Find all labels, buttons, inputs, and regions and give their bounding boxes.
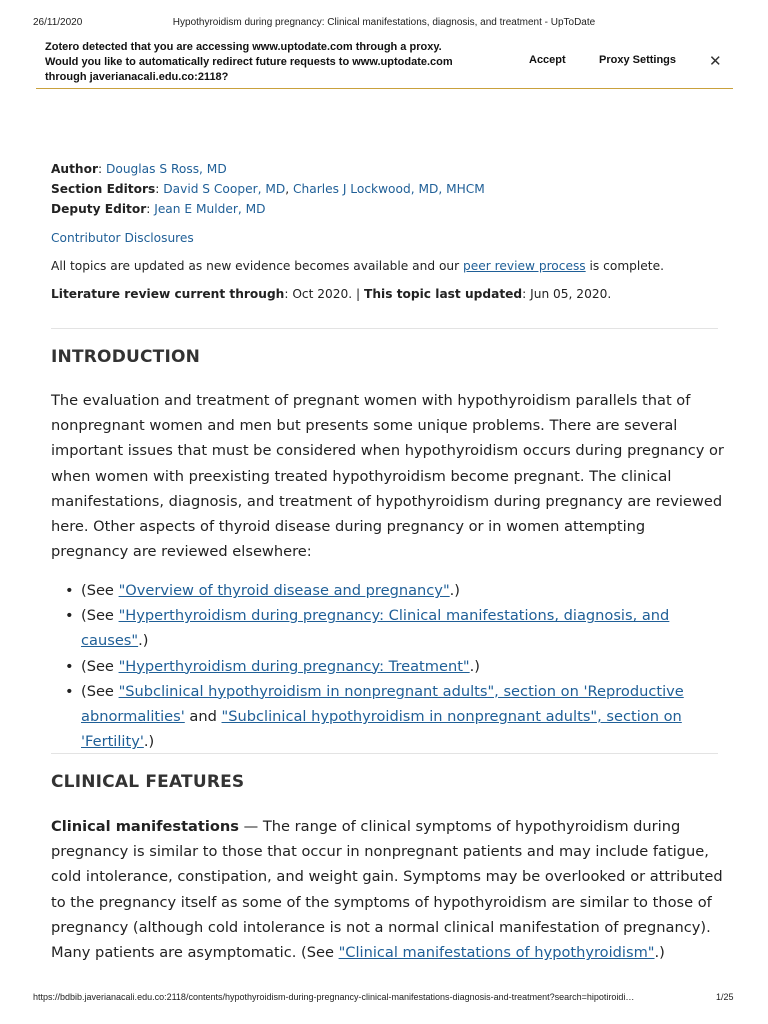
list-item [51, 654, 726, 679]
clinical-features-heading: CLINICAL FEATURES [51, 772, 245, 792]
section-editors-label: Section Editors [51, 182, 156, 196]
section-divider [51, 328, 718, 329]
contributor-disclosures-link[interactable]: Contributor Disclosures [51, 231, 194, 245]
topic-link[interactable]: "Clinical manifestations of hypothyroidism" [338, 944, 655, 962]
related-topics-list [51, 578, 726, 754]
topic-metadata [51, 159, 721, 304]
see-text: (See [81, 657, 119, 675]
see-text: and [184, 708, 222, 726]
zotero-message-line-3: through javerianacali.edu.co:2118? [45, 71, 229, 83]
topic-link[interactable]: "Hyperthyroidism during pregnancy: Clinical manifestations, diagnosis, and causes" [81, 607, 670, 650]
clinical-manifestations-paragraph [51, 814, 726, 965]
zotero-proxy-notification [36, 40, 733, 89]
close-icon[interactable]: ✕ [709, 53, 722, 70]
lit-review-label: Literature review current through [51, 287, 285, 301]
see-text: .) [469, 657, 480, 675]
topic-link[interactable]: "Overview of thyroid disease and pregnancy" [118, 582, 450, 599]
section-editors-row: Section Editors: David S Cooper, MD, Charles J Lockwood, MD, MHCM [51, 182, 485, 196]
update-text: All topics are updated as new evidence becomes available and our [51, 259, 464, 273]
print-header [0, 17, 768, 31]
author-row: Author: Douglas S Ross, MD [51, 162, 227, 176]
update-text: is complete. [585, 259, 664, 273]
contributor-disclosures-row [51, 228, 721, 248]
clinical-manifestations-subheading: Clinical manifestations [51, 818, 239, 835]
author-label: Author [51, 162, 98, 176]
topic-link[interactable]: "Hyperthyroidism during pregnancy: Treatment" [118, 657, 470, 675]
topic-link[interactable]: "Subclinical hypothyroidism in nonpregnant adults", section on 'Fertility' [81, 708, 682, 751]
see-text: (See [81, 682, 119, 700]
lit-review-value: : Oct 2020. | [284, 287, 365, 301]
peer-review-link[interactable]: peer review process [463, 259, 586, 273]
deputy-editor-row: Deputy Editor: Jean E Mulder, MD [51, 202, 266, 216]
zotero-message-line-2: Would you like to automatically redirect future requests to www.uptodate.com [45, 56, 453, 68]
deputy-editor-label: Deputy Editor [51, 202, 147, 216]
review-dates [51, 284, 721, 304]
zotero-message-line-1: Zotero detected that you are accessing www.uptodate.com through a proxy. [45, 41, 442, 53]
zotero-message [45, 40, 485, 85]
introduction-paragraph: The evaluation and treatment of pregnant women with hypothyroidism parallels that of nonpregnant women and men but presents some unique problems. There are several important issues that must be considered when hypothyroidism occurs during pregnancy or when women with preexisting treated hypothyroidism become pregnant. The clinical manifestations, diagnosis, and treatment of hypothyroidism during pregnancy are reviewed here. Other aspects of thyroid disease during pregnancy or in women attempting pregnancy are reviewed elsewhere: [51, 392, 724, 561]
see-text: .) [138, 632, 149, 650]
update-policy-text [51, 256, 721, 276]
deputy-editor-link[interactable]: Jean E Mulder, MD [154, 202, 266, 216]
print-page-title: Hypothyroidism during pregnancy: Clinical manifestations, diagnosis, and treatment - UpToDate [172, 17, 596, 28]
section-editor-link[interactable]: David S Cooper, MD [163, 182, 286, 196]
proxy-settings-button[interactable]: Proxy Settings [599, 54, 677, 66]
accept-button[interactable]: Accept [529, 54, 566, 66]
print-date: 26/11/2020 [33, 17, 83, 28]
see-text: .) [143, 733, 155, 751]
see-text: .) [449, 582, 461, 599]
section-editor-link[interactable]: Charles J Lockwood, MD, MHCM [293, 182, 485, 196]
page-number: 1/25 [716, 992, 734, 1002]
section-divider [51, 753, 718, 754]
list-item [51, 578, 726, 603]
clinical-manifestations-text: — The range of clinical symptoms of hypothyroidism during pregnancy is similar to those that occur in nonpregnant patients and may include fatigue, cold intolerance, constipation, and weight gain. Symptoms may be overlooked or attributed to the pregnancy itself as some of the symptoms of hypothyroidism are similar to those of pregnancy (although cold intolerance is not a normal clinical manifestation of pregnancy). Many patients are asymptomatic. (See [51, 818, 723, 962]
see-text: .) [654, 944, 665, 962]
list-item [51, 603, 726, 653]
topic-link[interactable]: "Subclinical hypothyroidism in nonpregnant adults", section on 'Reproductive abnormalities' [81, 682, 684, 726]
print-url: https://bdbib.javerianacali.edu.co:2118/contents/hypothyroidism-during-pregnancy-clinical-manifestations-diagnosis-and-treatment?search=hipotiroidi… [33, 992, 635, 1002]
last-updated-label: This topic last updated [364, 287, 523, 301]
see-text: (See [81, 607, 119, 625]
introduction-heading: INTRODUCTION [51, 347, 201, 367]
see-text: (See [81, 582, 119, 599]
list-item [51, 679, 726, 755]
author-link[interactable]: Douglas S Ross, MD [105, 162, 227, 176]
last-updated-value: : Jun 05, 2020. [522, 287, 612, 301]
